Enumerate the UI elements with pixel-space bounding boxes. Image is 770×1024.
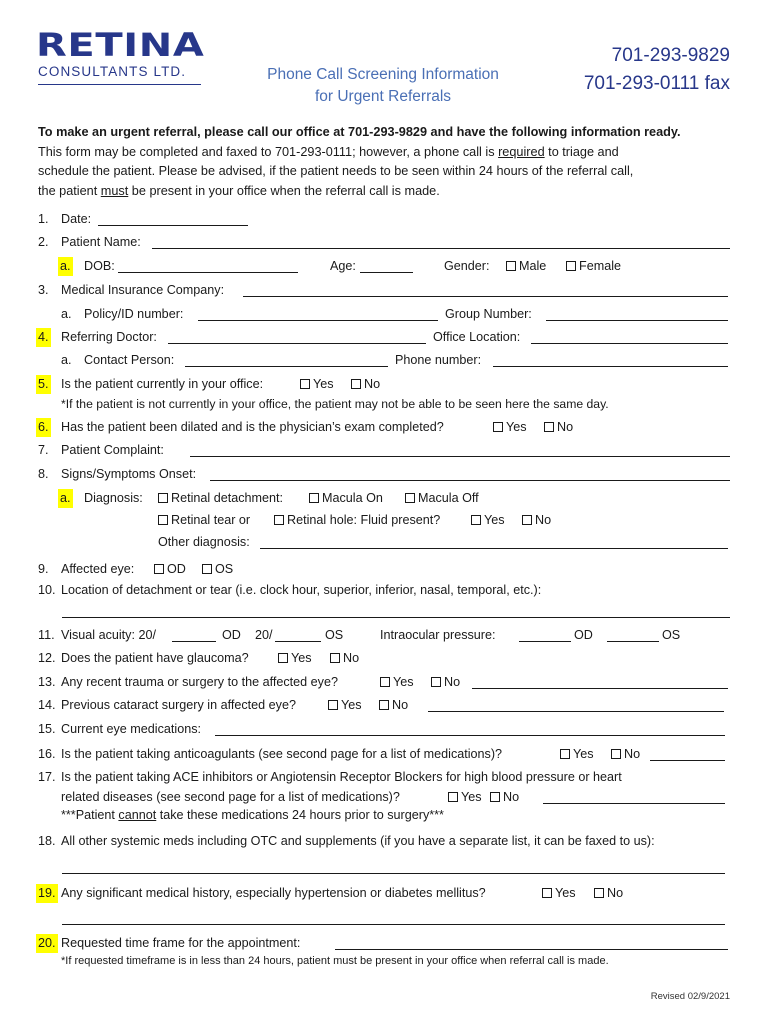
checkbox-icon xyxy=(380,677,390,687)
checkbox-icon xyxy=(506,261,516,271)
checkbox-icon xyxy=(300,379,310,389)
checkbox-icon xyxy=(611,749,621,759)
checkbox-icon xyxy=(431,677,441,687)
question-14-cataract: 14. Previous cataract surgery in affected eye? Yes No xyxy=(38,696,738,715)
question-8a-other: Other diagnosis: xyxy=(38,533,738,552)
systemic-meds-answer-line[interactable] xyxy=(62,873,725,874)
question-16-anticoagulants: 16. Is the patient taking anticoagulants (see second page for a list of medications)? Yes No xyxy=(38,745,738,764)
time-frame-field[interactable] xyxy=(335,949,728,950)
checkbox-icon xyxy=(351,379,361,389)
office-location-field[interactable] xyxy=(531,343,728,344)
dob-field[interactable] xyxy=(118,272,298,273)
office-fax: 701-293-0111 fax xyxy=(583,73,730,94)
medical-history-answer-line[interactable] xyxy=(62,924,725,925)
form-title: Phone Call Screening Information for Urgent Referrals xyxy=(267,66,499,105)
intro-line-3: schedule the patient. Please be advised, if the patient needs to be seen within 24 hours of the referral call, xyxy=(38,164,634,178)
eye-od-checkbox[interactable]: OD xyxy=(154,560,186,579)
eye-medications-field[interactable] xyxy=(215,735,725,736)
question-19-medical-history: 19. Any significant medical history, especially hypertension or diabetes mellitus? Yes No xyxy=(38,884,738,903)
fluid-yes-checkbox[interactable]: Yes xyxy=(471,511,505,530)
checkbox-icon xyxy=(542,888,552,898)
question-2a-demographics: a. DOB: Age: Gender: Male Female xyxy=(38,257,738,276)
checkbox-icon xyxy=(544,422,554,432)
checkbox-icon xyxy=(566,261,576,271)
phone-number-field[interactable] xyxy=(493,366,728,367)
checkbox-icon xyxy=(202,564,212,574)
intro-paragraph xyxy=(38,123,738,201)
question-17-note: ***Patient cannot take these medications 24 hours prior to surgery*** xyxy=(61,808,444,822)
question-8-onset: 8. Signs/Symptoms Onset: xyxy=(38,465,738,484)
question-17-line-2: related diseases (see second page for a list of medications)? Yes No xyxy=(38,788,738,807)
retinal-hole-checkbox[interactable]: Retinal hole: Fluid present? xyxy=(274,511,440,530)
iop-od-field[interactable] xyxy=(519,641,571,642)
logo-subtitle: CONSULTANTS LTD. xyxy=(38,64,187,79)
checkbox-icon xyxy=(158,515,168,525)
checkbox-icon xyxy=(330,653,340,663)
checkbox-icon xyxy=(158,493,168,503)
q6-yes-checkbox[interactable]: Yes xyxy=(493,418,527,437)
question-20-time-frame: 20. Requested time frame for the appointment: xyxy=(38,934,738,953)
policy-id-field[interactable] xyxy=(198,320,438,321)
logo-underline xyxy=(38,84,201,85)
iop-os-field[interactable] xyxy=(607,641,659,642)
q16-no-checkbox[interactable]: No xyxy=(611,745,640,764)
checkbox-icon xyxy=(379,700,389,710)
q17-no-checkbox[interactable]: No xyxy=(490,788,519,807)
location-answer-line[interactable] xyxy=(62,617,730,618)
q5-no-checkbox[interactable]: No xyxy=(351,375,380,394)
question-1-date: 1. Date: xyxy=(38,210,738,229)
retinal-tear-checkbox[interactable]: Retinal tear or xyxy=(158,511,250,530)
q12-no-checkbox[interactable]: No xyxy=(330,649,359,668)
symptoms-onset-field[interactable] xyxy=(210,480,730,481)
question-4-referring-doctor: 4. Referring Doctor: Office Location: xyxy=(38,328,738,347)
insurance-company-field[interactable] xyxy=(243,296,728,297)
cataract-details-field[interactable] xyxy=(428,711,724,712)
va-os-field[interactable] xyxy=(275,641,321,642)
q6-no-checkbox[interactable]: No xyxy=(544,418,573,437)
ace-details-field[interactable] xyxy=(543,803,725,804)
question-8a-diagnosis: a. Diagnosis: Retinal detachment: Macula On Macula Off xyxy=(38,489,738,508)
checkbox-icon xyxy=(154,564,164,574)
intro-line-1: To make an urgent referral, please call our office at 701-293-9829 and have the following information ready. xyxy=(38,125,681,139)
group-number-field[interactable] xyxy=(546,320,728,321)
checkbox-icon xyxy=(490,792,500,802)
q17-yes-checkbox[interactable]: Yes xyxy=(448,788,482,807)
q5-yes-checkbox[interactable]: Yes xyxy=(300,375,334,394)
male-checkbox[interactable]: Male xyxy=(506,257,546,276)
q19-no-checkbox[interactable]: No xyxy=(594,884,623,903)
macula-on-checkbox[interactable]: Macula On xyxy=(309,489,383,508)
question-3-insurance: 3. Medical Insurance Company: xyxy=(38,281,738,300)
question-12-glaucoma: 12. Does the patient have glaucoma? Yes No xyxy=(38,649,738,668)
checkbox-icon xyxy=(471,515,481,525)
trauma-details-field[interactable] xyxy=(472,688,728,689)
patient-name-field[interactable] xyxy=(152,248,730,249)
age-field[interactable] xyxy=(360,272,413,273)
referring-doctor-field[interactable] xyxy=(168,343,426,344)
q13-no-checkbox[interactable]: No xyxy=(431,673,460,692)
other-diagnosis-field[interactable] xyxy=(260,548,728,549)
question-13-trauma: 13. Any recent trauma or surgery to the affected eye? Yes No xyxy=(38,673,738,692)
question-4a-contact: a. Contact Person: Phone number: xyxy=(38,351,738,370)
question-5-note: *If the patient is not currently in your office, the patient may not be able to be seen here the same day. xyxy=(61,397,609,411)
q16-yes-checkbox[interactable]: Yes xyxy=(560,745,594,764)
checkbox-icon xyxy=(405,493,415,503)
question-8a-tear-hole xyxy=(38,511,738,530)
fluid-no-checkbox[interactable]: No xyxy=(522,511,551,530)
intro-line-4: the patient must be present in your office when the referral call is made. xyxy=(38,183,440,198)
question-3a-policy: a. Policy/ID number: Group Number: xyxy=(38,305,738,324)
checkbox-icon xyxy=(560,749,570,759)
eye-os-checkbox[interactable]: OS xyxy=(202,560,233,579)
contact-numbers xyxy=(540,42,730,98)
checkbox-icon xyxy=(274,515,284,525)
checkbox-icon xyxy=(594,888,604,898)
retina-consultants-logo xyxy=(36,28,206,90)
question-5-in-office: 5. Is the patient currently in your office: Yes No xyxy=(38,375,738,394)
logo-wordmark: RETINA xyxy=(36,26,205,64)
checkbox-icon xyxy=(328,700,338,710)
question-15-eye-meds: 15. Current eye medications: xyxy=(38,720,738,739)
q13-yes-checkbox[interactable]: Yes xyxy=(380,673,414,692)
retinal-detachment-checkbox[interactable]: Retinal detachment: xyxy=(158,489,283,508)
q12-yes-checkbox[interactable]: Yes xyxy=(278,649,312,668)
revision-date: Revised 02/9/2021 xyxy=(650,991,730,1002)
checkbox-icon xyxy=(309,493,319,503)
checkbox-icon xyxy=(493,422,503,432)
office-phone: 701-293-9829 xyxy=(611,45,730,66)
question-10-location: 10. Location of detachment or tear (i.e. clock hour, superior, inferior, nasal, temporal, etc.): xyxy=(38,583,542,597)
question-20-note: *If requested timeframe is in less than 24 hours, patient must be present in your office when referral call is made. xyxy=(61,955,609,967)
date-field[interactable] xyxy=(98,225,248,226)
checkbox-icon xyxy=(522,515,532,525)
question-2-patient-name: 2. Patient Name: xyxy=(38,233,738,252)
question-11-visual-acuity: 11. Visual acuity: 20/ OD 20/ OS Intraocular pressure: OD OS xyxy=(38,628,681,642)
va-od-field[interactable] xyxy=(172,641,216,642)
q19-yes-checkbox[interactable]: Yes xyxy=(542,884,576,903)
female-checkbox[interactable]: Female xyxy=(566,257,621,276)
question-6-dilated: 6. Has the patient been dilated and is the physician’s exam completed? Yes No xyxy=(38,418,738,437)
checkbox-icon xyxy=(278,653,288,663)
checkbox-icon xyxy=(448,792,458,802)
patient-complaint-field[interactable] xyxy=(190,456,730,457)
anticoagulant-details-field[interactable] xyxy=(650,760,725,761)
question-18-systemic-meds: 18. All other systemic meds including OTC and supplements (if you have a separate list, it can be faxed to us): xyxy=(38,834,655,848)
question-9-affected-eye: 9. Affected eye: OD OS xyxy=(38,560,738,579)
q14-no-checkbox[interactable]: No xyxy=(379,696,408,715)
intro-line-2: This form may be completed and faxed to 701-293-0111; however, a phone call is required to triage and xyxy=(38,144,619,159)
macula-off-checkbox[interactable]: Macula Off xyxy=(405,489,479,508)
q14-yes-checkbox[interactable]: Yes xyxy=(328,696,362,715)
question-17-ace-inhibitors: 17. Is the patient taking ACE inhibitors or Angiotensin Receptor Blockers for high blood pressure or heart xyxy=(38,770,622,784)
question-7-complaint: 7. Patient Complaint: xyxy=(38,441,738,460)
contact-person-field[interactable] xyxy=(185,366,388,367)
